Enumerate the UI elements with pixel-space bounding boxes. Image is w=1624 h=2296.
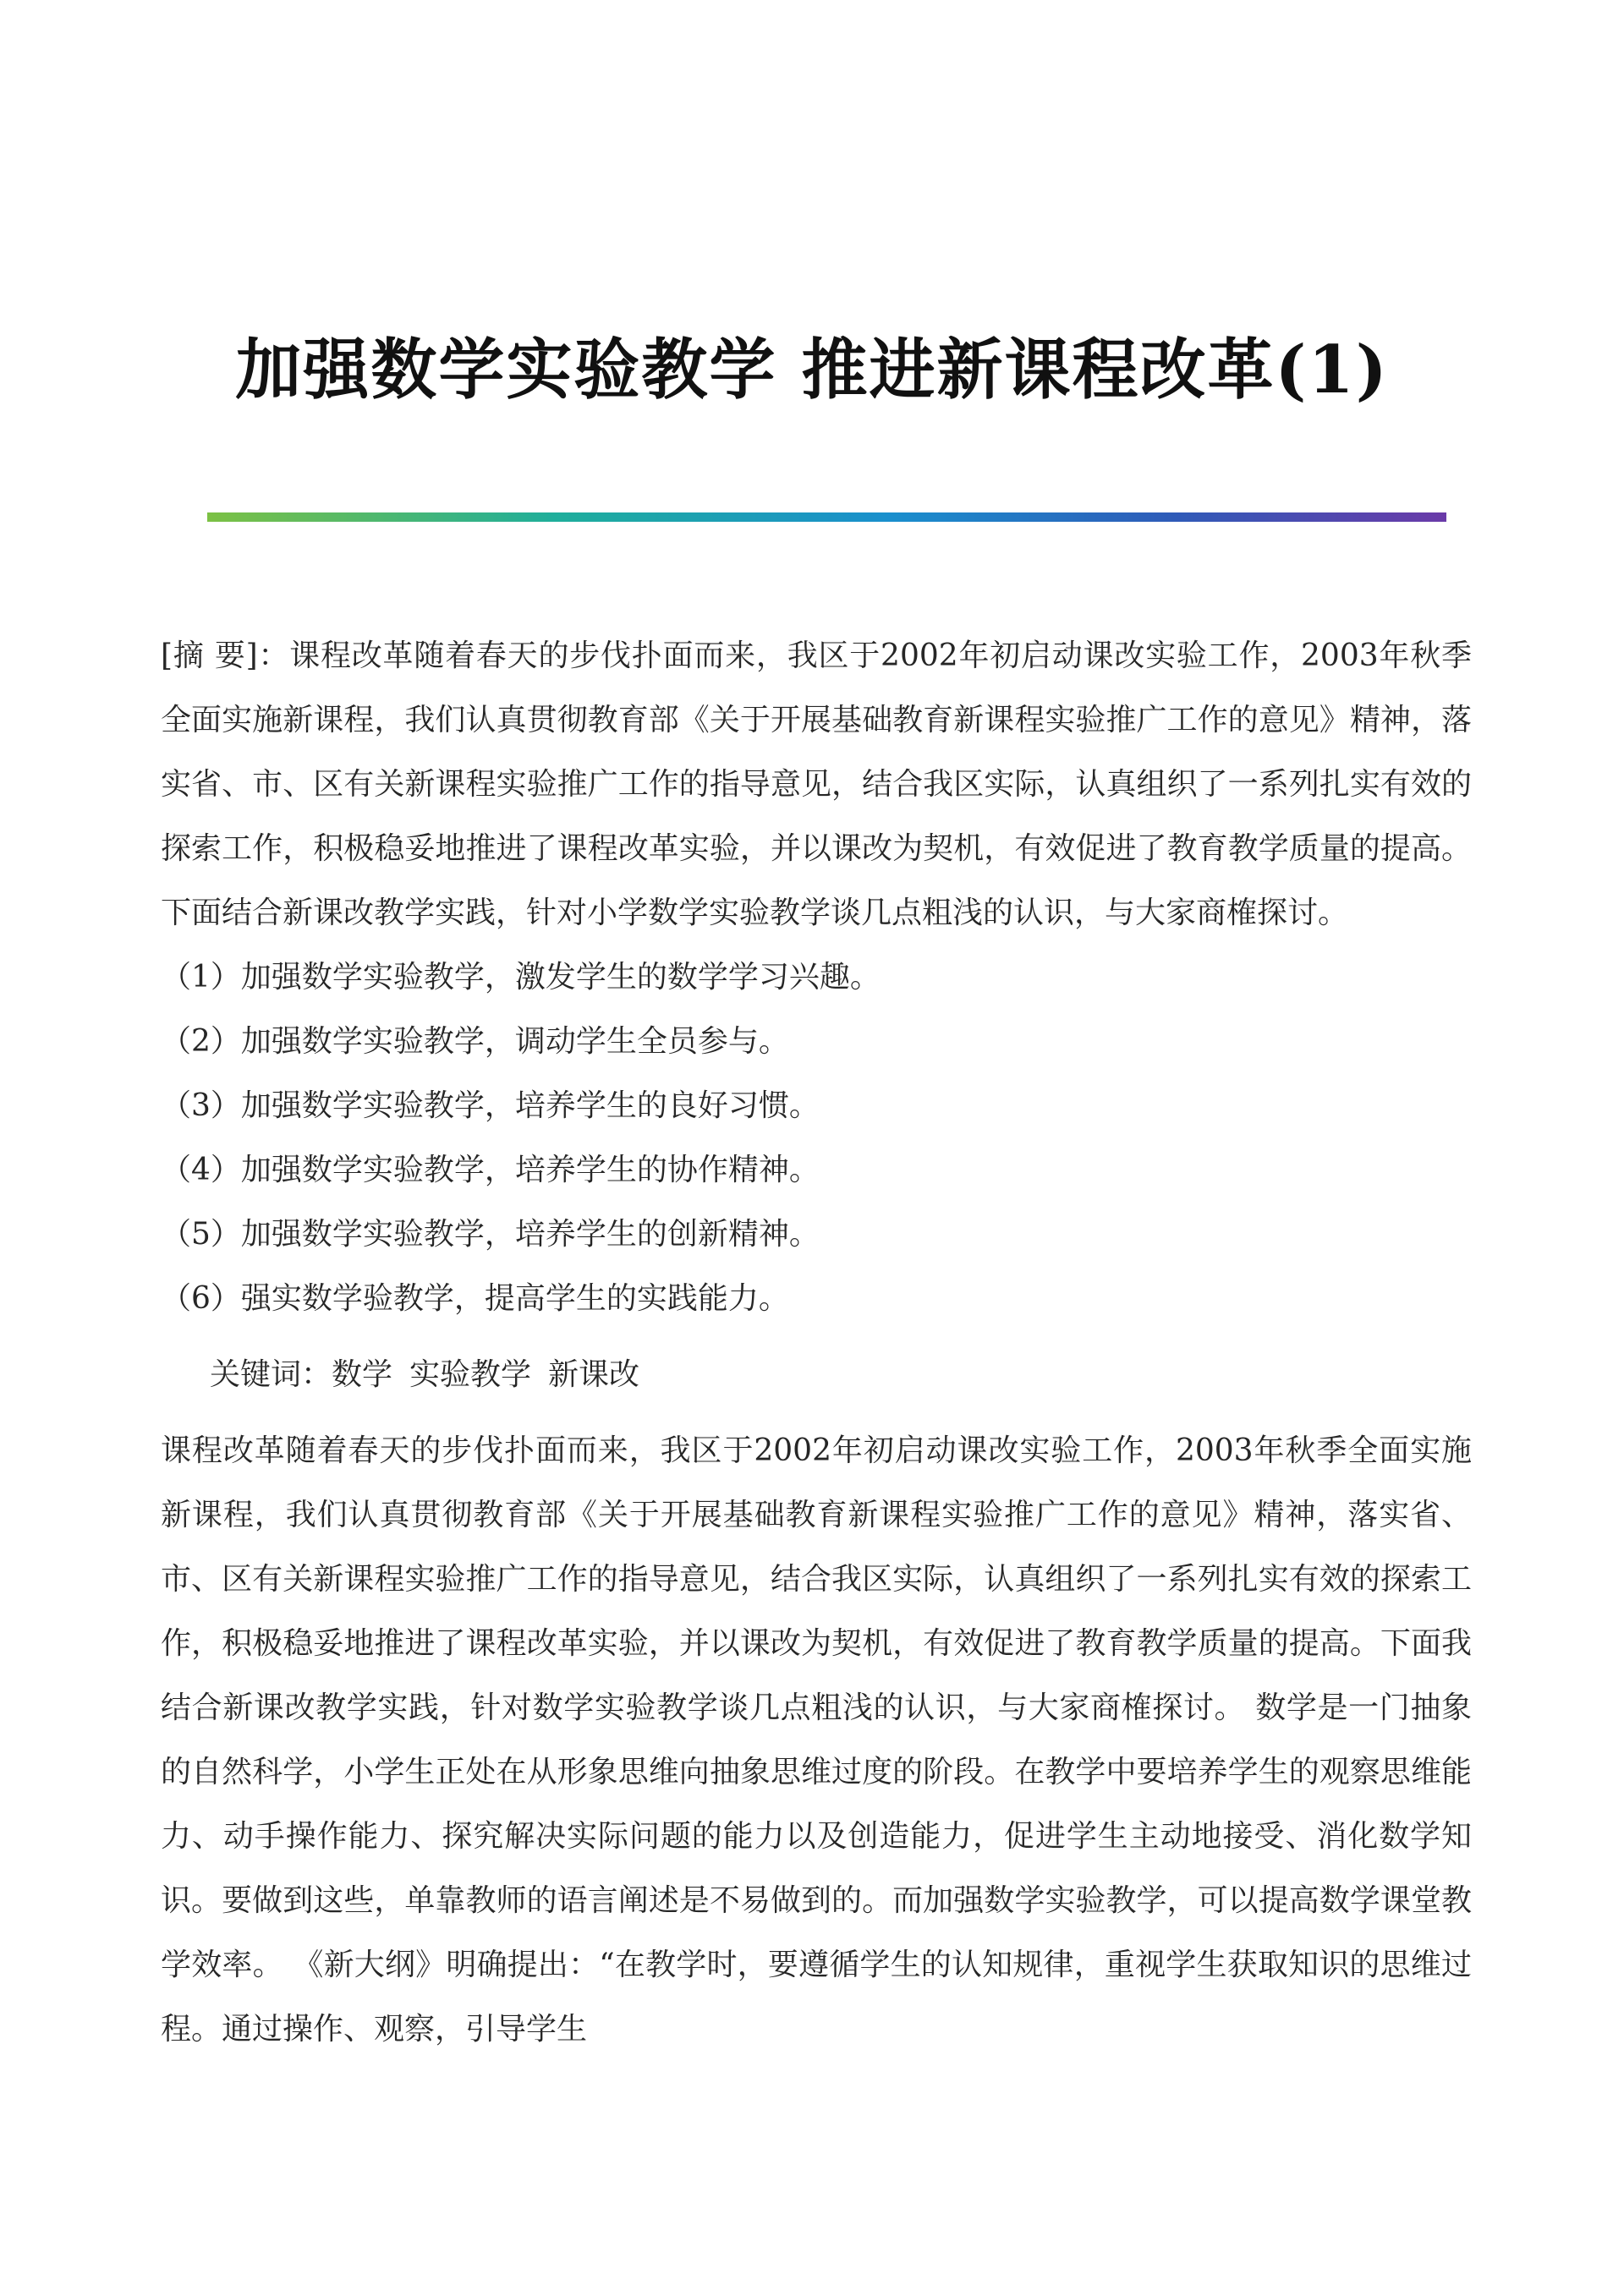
document-content [161, 624, 1472, 2062]
list-item: （3）加强数学实验教学，培养学生的良好习惯。 [161, 1088, 820, 1123]
keywords-label: 关键词： [210, 1357, 332, 1392]
list-item: （5）加强数学实验教学，培养学生的创新精神。 [161, 1217, 820, 1252]
keywords-line [210, 1343, 1472, 1407]
list-item: （4）加强数学实验教学，培养学生的协作精神。 [161, 1153, 820, 1187]
list-item: （6）强实数学验教学，提高学生的实践能力。 [161, 1281, 789, 1316]
title-divider [207, 512, 1446, 522]
list-item: （1）加强数学实验教学，激发学生的数学学习兴趣。 [161, 960, 881, 995]
keyword: 新课改 [548, 1357, 640, 1392]
body-paragraph: 课程改革随着春天的步伐扑面而来，我区于2002年初启动课改实验工作，2003年秋季全面实施新课程，我们认真贯彻教育部《关于开展基础教育新课程实验推广工作的意见》精神，落实省、市、区有关新课程实验推广工作的指导意见，结合我区实际，认真组织了一系列扎实有效的探索工作，积极稳妥地推进了课程改革实验，并以课改为契机，有效促进了教育教学质量的提高。下面我结合新课改教学实践，针对数学实验教学谈几点粗浅的认识，与大家商榷探讨。 数学是一门抽象的自然科学，小学生正处在从形象思维向抽象思维过度的阶段。在教学中要培养学生的观察思维能力、动手操作能力、探究解决实际问题的能力以及创造能力，促进学生主动地接受、消化数学知识。要做到这些，单靠教师的语言阐述是不易做到的。而加强数学实验教学，可以提高数学课堂教学效率。 《新大纲》明确提出：“在教学时，要遵循学生的认知规律，重视学生获取知识的思维过程。通过操作、观察，引导学生 [161, 1433, 1472, 2047]
document-title: 加强数学实验教学 推进新课程改革(1) [235, 332, 1389, 408]
keyword: 数学 [332, 1357, 393, 1392]
list-item: （2）加强数学实验教学，调动学生全员参与。 [161, 1024, 789, 1059]
key-points-list [161, 945, 1472, 1331]
abstract-paragraph: [摘 要]：课程改革随着春天的步伐扑面而来，我区于2002年初启动课改实验工作，2003年秋季全面实施新课程，我们认真贯彻教育部《关于开展基础教育新课程实验推广工作的意见》精神，落实省、市、区有关新课程实验推广工作的指导意见，结合我区实际，认真组织了一系列扎实有效的探索工作，积极稳妥地推进了课程改革实验，并以课改为契机，有效促进了教育教学质量的提高。下面结合新课改教学实践，针对小学数学实验教学谈几点粗浅的认识，与大家商榷探讨。 [161, 638, 1472, 930]
keyword: 实验教学 [409, 1357, 532, 1392]
